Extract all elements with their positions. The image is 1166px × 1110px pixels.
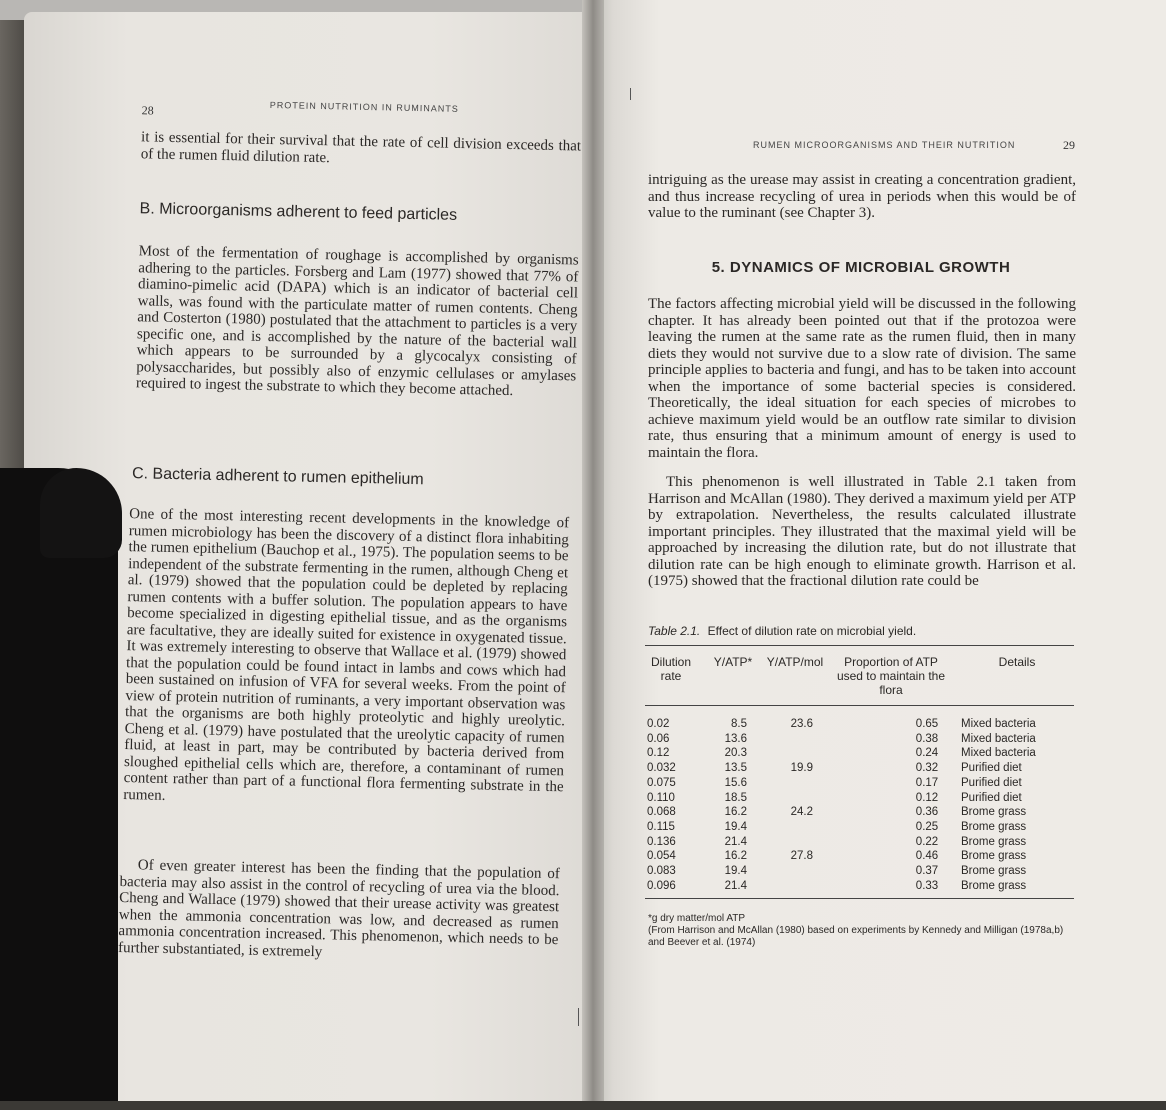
proportion-cell: 0.65: [915, 718, 939, 730]
y-atp-mol-cell: [747, 820, 813, 835]
column-spacer: [813, 805, 893, 820]
section-c-text: One of the most interesting recent developments in the knowledge of rumen microbiology has been the discovery of a distinct flora inhabiting the rumen epithelium (Bauchop et al., 1975). The population seems to be independent of the substrate fermenting in the rumen, although Cheng et al. (1979) showed that the population could be depleted by replacing rumen contents with a buffer solution. The population appears to have become specialized in digesting epithelial tissue, and as the organisms are facultative, they are ideally suited for existence in oxygenated tissue. It was extremely interesting to observe that Wallace et al. (1979) showed that the population could be found intact in lambs and cows which had been sustained on infusion of VFA for several weeks. From the point of view of protein nutrition of ruminants, a very important observation was that the organisms are both highly proteolytic and highly ureolytic. Cheng et al. (1979) have postulated that the ureolytic capacity of rumen fluid, at least in part, may be contributed by bacteria derived from sloughed epithelial cells which are, therefore, a contaminant of rumen content rather than part of a functional flora fermenting substrate in the rumen.: [123, 506, 570, 804]
left-running-head: PROTEIN NUTRITION IN RUMINANTS: [269, 99, 459, 114]
dilution-rate-cell: 0.06: [647, 732, 670, 745]
y-atp-mol-cell: [747, 776, 813, 791]
y-atp-mol-cell: 19.9: [790, 762, 813, 775]
table-row: [647, 835, 1077, 850]
table-row: [647, 791, 1077, 806]
y-atp-cell: 20.3: [724, 747, 747, 760]
dilution-rate-cell: 0.075: [647, 776, 676, 789]
table-row: [647, 820, 1077, 835]
y-atp-cell: 13.5: [724, 762, 747, 775]
table-footnote-source: (From Harrison and McAllan (1980) based on experiments by Kennedy and Milligan (1978a,b) and Beever et al. (1974): [648, 925, 1064, 948]
details-cell: Mixed bacteria: [961, 732, 1036, 745]
details-cell: Purified diet: [961, 791, 1022, 804]
details-cell: Purified diet: [961, 776, 1022, 789]
details-cell: Purified diet: [961, 762, 1022, 775]
proportion-cell: 0.38: [915, 732, 939, 745]
proportion-cell: 0.33: [915, 879, 939, 892]
table-header-details: Details: [998, 655, 1036, 669]
column-spacer: [813, 732, 893, 747]
details-cell: Brome grass: [961, 865, 1027, 878]
y-atp-mol-cell: 24.2: [790, 806, 813, 819]
proportion-cell: 0.32: [915, 762, 939, 775]
details-cell: Brome grass: [961, 835, 1027, 848]
y-atp-cell: 21.4: [724, 879, 747, 892]
y-atp-cell: 13.6: [724, 732, 747, 745]
table-row: [647, 849, 1077, 864]
y-atp-mol-cell: [747, 835, 813, 850]
column-spacer: [813, 746, 893, 761]
left-opening-text: it is essential for their survival that the rate of cell division exceeds that of the rumen fluid dilution rate.: [140, 129, 582, 166]
table-header-dilution-rate: Dilution rate: [650, 655, 692, 683]
margin-mark: [630, 88, 631, 100]
table-row: [647, 776, 1077, 791]
dilution-rate-cell: 0.115: [647, 820, 675, 833]
details-cell: Mixed bacteria: [961, 718, 1036, 730]
details-cell: Brome grass: [961, 850, 1027, 863]
section-5-heading: 5. DYNAMICS OF MICROBIAL GROWTH: [711, 259, 1011, 276]
section-c-heading: C. Bacteria adherent to rumen epithelium: [131, 465, 424, 489]
right-opening-text: intriguing as the urease may assist in creating a concentration gradient, and thus increase recycling of urea in periods when this would be of value to the ruminant (see Chapter 3).: [648, 172, 1076, 221]
section-5-paragraph-1: The factors affecting microbial yield will be discussed in the following chapter. It has already been pointed out that if the protozoa were leaving the rumen at the same rate as the rumen fluid, then in many diets they would not survive due to a slow rate of division. The same principle applies to bacteria and fungi, and has to be taken into account when the importance of some bacterial species is considered. Theoretically, the ideal situation for each species of microbes to achieve maximum yield would be an outflow rate similar to division rate, thus ensuring that a minimum amount of energy is used to maintain the flora.: [648, 296, 1076, 461]
column-spacer: [813, 864, 893, 879]
dilution-rate-cell: 0.136: [647, 835, 676, 848]
table-header-y-atp: Y/ATP*: [713, 655, 753, 669]
column-spacer: [813, 776, 893, 791]
y-atp-cell: 19.4: [724, 865, 747, 878]
y-atp-mol-cell: [747, 791, 813, 806]
proportion-cell: 0.46: [915, 850, 939, 863]
table-caption: [648, 624, 1078, 638]
y-atp-mol-cell: [747, 879, 813, 894]
y-atp-cell: 16.2: [724, 850, 747, 863]
table-top-rule: [645, 645, 1074, 646]
column-spacer: [813, 791, 893, 806]
details-cell: Brome grass: [961, 879, 1027, 892]
dilution-rate-cell: 0.02: [647, 718, 670, 730]
dilution-rate-cell: 0.083: [647, 865, 676, 878]
table-caption-label: Table 2.1.: [648, 624, 701, 638]
thumb-tip: [40, 468, 122, 558]
column-spacer: [813, 761, 893, 776]
table-footnote-unit: *g dry matter/mol ATP: [648, 913, 746, 924]
section-b-heading: B. Microorganisms adherent to feed particles: [139, 200, 458, 224]
table-row: [647, 717, 1077, 732]
section-5-paragraph-2: This phenomenon is well illustrated in Table 2.1 taken from Harrison and McAllan (1980). They derived a maximum yield per ATP by extrapolation. Nevertheless, the results calculated illustrate important principles. They illustrated that the maximal yield will be approached by increasing the dilution rate, but do not illustrate that dilution rate can be high enough to eliminate growth. Harrison et al. (1975) showed that the fractional dilution rate could be: [648, 474, 1076, 589]
right-running-head: RUMEN MICROORGANISMS AND THEIR NUTRITION: [753, 140, 1016, 150]
table-caption-text: Effect of dilution rate on microbial yield.: [707, 624, 917, 638]
book-gutter: [582, 0, 604, 1101]
dilution-rate-cell: 0.110: [647, 791, 675, 804]
y-atp-mol-cell: [747, 864, 813, 879]
microbial-yield-table: [647, 717, 1077, 893]
y-atp-mol-cell: 23.6: [790, 718, 813, 730]
dilution-rate-cell: 0.054: [647, 850, 676, 863]
column-spacer: [813, 835, 893, 850]
section-b-text: Most of the fermentation of roughage is accomplished by organisms adhering to the particles. Forsberg and Lam (1977) showed that 77% of diamino-pimelic acid (DAPA) which is an indicator of bacterial cell walls, was found with the particulate matter of rumen contents. Cheng and Costerton (1980) postulated that the attachment to particles is a very specific one, and is accomplished by the nature of the bacterial wall which appears to be surrounded by a glycocalyx consisting of polysaccharides, but possibly also of enzymic cellulases or amylases required to ingest the substrate to which they become attached.: [135, 243, 579, 400]
table-header-proportion-atp: Proportion of ATP used to maintain the flora: [836, 655, 946, 697]
dilution-rate-cell: 0.032: [647, 762, 676, 775]
proportion-cell: 0.24: [915, 747, 939, 760]
table-row: [647, 864, 1077, 879]
y-atp-cell: 21.4: [724, 835, 747, 848]
table-header-y-atp-mol: Y/ATP/mol: [766, 655, 824, 669]
y-atp-mol-cell: 27.8: [790, 850, 813, 863]
thumb-shadow: [0, 468, 118, 1101]
y-atp-mol-cell: [747, 746, 813, 761]
table-row: [647, 879, 1077, 894]
table-row: [647, 746, 1077, 761]
table-row: [647, 805, 1077, 820]
y-atp-cell: 16.2: [724, 806, 747, 819]
right-folio: 29: [1063, 138, 1075, 152]
column-spacer: [813, 820, 893, 835]
y-atp-cell: 15.6: [724, 776, 747, 789]
proportion-cell: 0.17: [915, 776, 939, 789]
dilution-rate-cell: 0.096: [647, 879, 676, 892]
details-cell: Mixed bacteria: [961, 747, 1036, 760]
table-bottom-rule: [645, 898, 1074, 899]
details-cell: Brome grass: [961, 820, 1027, 833]
details-cell: Brome grass: [961, 806, 1027, 819]
column-spacer: [813, 717, 893, 732]
proportion-cell: 0.22: [915, 835, 939, 848]
section-c-text-continued: Of even greater interest has been the finding that the population of bacteria may also assist in the control of recycling of urea via the blood. Cheng and Wallace (1979) showed that their urease activity was greatest when the ammonia concentration was low, and decreased as rumen ammonia concentration increased. This phenomenon, which needs to be further substantiated, is extremely: [117, 857, 560, 960]
proportion-cell: 0.37: [915, 865, 939, 878]
y-atp-cell: 19.4: [724, 820, 747, 833]
left-folio: 28: [141, 103, 154, 118]
y-atp-cell: 8.5: [731, 718, 747, 730]
proportion-cell: 0.12: [915, 791, 939, 804]
left-page-column: [107, 0, 582, 1110]
y-atp-cell: 18.5: [724, 791, 747, 804]
table-header-rule: [645, 705, 1074, 706]
y-atp-mol-cell: [747, 732, 813, 747]
proportion-cell: 0.25: [915, 820, 939, 833]
table-row: [647, 732, 1077, 747]
margin-mark: [578, 1008, 579, 1026]
column-spacer: [813, 849, 893, 864]
proportion-cell: 0.36: [915, 806, 939, 819]
right-page-column: [645, 0, 1077, 1101]
dilution-rate-cell: 0.12: [647, 747, 670, 760]
dilution-rate-cell: 0.068: [647, 806, 676, 819]
column-spacer: [813, 879, 893, 894]
table-row: [647, 761, 1077, 776]
